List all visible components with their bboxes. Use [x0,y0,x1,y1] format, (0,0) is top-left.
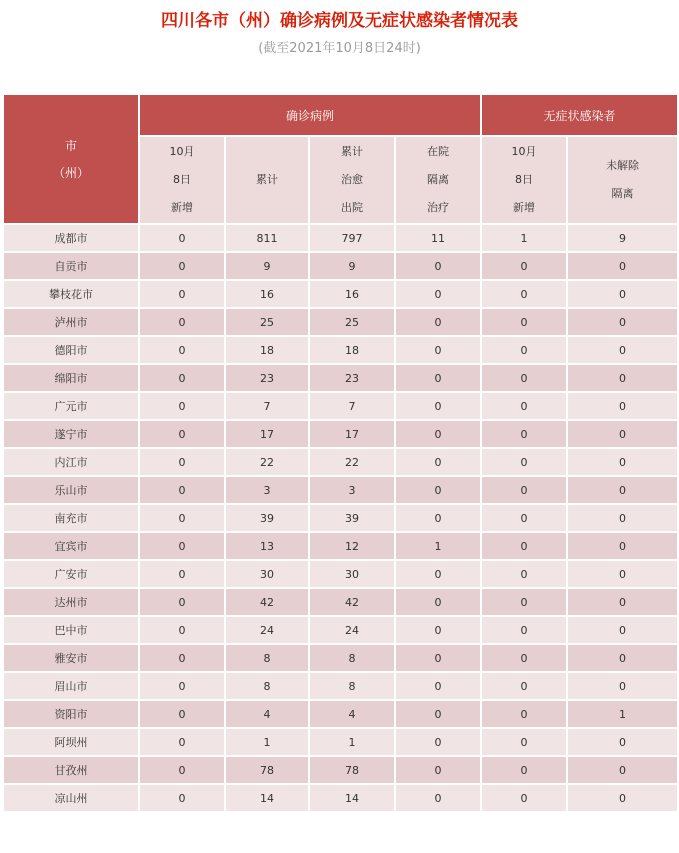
confirmed-in-hospital-cell: 0 [395,336,481,364]
table-row [3,364,678,392]
table-row [3,700,678,728]
confirmed-new-cell: 0 [139,560,225,588]
confirmed-new-cell: 0 [139,728,225,756]
city-cell: 雅安市 [3,644,139,672]
table-row [3,308,678,336]
confirmed-new-cell: 0 [139,476,225,504]
confirmed-discharged-cell: 23 [309,364,395,392]
page-title: 四川各市（州）确诊病例及无症状感染者情况表 [161,11,518,31]
city-cell: 攀枝花市 [3,280,139,308]
header-asym-not-released [567,136,678,224]
header-confirmed-new [139,136,225,224]
confirmed-in-hospital-cell: 0 [395,616,481,644]
header-text: 10月 [511,145,537,158]
asym-not-released-cell: 0 [567,364,678,392]
city-cell: 达州市 [3,588,139,616]
confirmed-discharged-cell: 39 [309,504,395,532]
table-row [3,588,678,616]
confirmed-total-cell: 39 [225,504,309,532]
asym-not-released-cell: 0 [567,672,678,700]
header-text: 治愈 [341,173,363,186]
city-cell: 南充市 [3,504,139,532]
asym-new-cell: 0 [481,252,567,280]
confirmed-in-hospital-cell: 0 [395,308,481,336]
asym-not-released-cell: 0 [567,392,678,420]
asym-not-released-cell: 0 [567,728,678,756]
confirmed-total-cell: 25 [225,308,309,336]
table-row [3,448,678,476]
confirmed-new-cell: 0 [139,448,225,476]
confirmed-total-cell: 1 [225,728,309,756]
header-city [3,94,139,224]
confirmed-total-cell: 13 [225,532,309,560]
confirmed-discharged-cell: 797 [309,224,395,252]
confirmed-discharged-cell: 22 [309,448,395,476]
confirmed-in-hospital-cell: 1 [395,532,481,560]
header-text: 未解除 [606,159,640,172]
confirmed-discharged-cell: 7 [309,392,395,420]
confirmed-total-cell: 78 [225,756,309,784]
header-text: 出院 [341,201,363,214]
table-row [3,420,678,448]
confirmed-total-cell: 14 [225,784,309,812]
table-row [3,532,678,560]
confirmed-discharged-cell: 78 [309,756,395,784]
header-text: 新增 [513,201,536,214]
confirmed-new-cell: 0 [139,616,225,644]
confirmed-total-cell: 22 [225,448,309,476]
confirmed-total-cell: 16 [225,280,309,308]
asym-new-cell: 0 [481,336,567,364]
covid-stats-table [2,93,679,813]
city-cell: 成都市 [3,224,139,252]
city-cell: 阿坝州 [3,728,139,756]
city-cell: 遂宁市 [3,420,139,448]
asym-not-released-cell: 0 [567,504,678,532]
confirmed-discharged-cell: 24 [309,616,395,644]
confirmed-total-cell: 17 [225,420,309,448]
confirmed-total-cell: 3 [225,476,309,504]
confirmed-in-hospital-cell: 0 [395,560,481,588]
table-row [3,392,678,420]
asym-not-released-cell: 0 [567,448,678,476]
confirmed-total-cell: 18 [225,336,309,364]
confirmed-new-cell: 0 [139,532,225,560]
header-text: 10月 [169,145,195,158]
asym-new-cell: 0 [481,392,567,420]
city-cell: 巴中市 [3,616,139,644]
asym-not-released-cell: 0 [567,336,678,364]
header-text: 8日 [173,173,191,186]
header-text: 在院 [427,145,449,158]
header-text: 新增 [171,201,193,214]
confirmed-in-hospital-cell: 0 [395,504,481,532]
asym-new-cell: 0 [481,476,567,504]
confirmed-new-cell: 0 [139,644,225,672]
city-cell: 乐山市 [3,476,139,504]
confirmed-in-hospital-cell: 0 [395,784,481,812]
confirmed-new-cell: 0 [139,672,225,700]
city-cell: 泸州市 [3,308,139,336]
confirmed-in-hospital-cell: 0 [395,672,481,700]
table-row [3,252,678,280]
confirmed-total-cell: 7 [225,392,309,420]
confirmed-discharged-cell: 12 [309,532,395,560]
city-cell: 凉山州 [3,784,139,812]
asym-new-cell: 0 [481,504,567,532]
confirmed-new-cell: 0 [139,504,225,532]
header-confirmed-group: 确诊病例 [139,94,481,136]
asym-not-released-cell: 0 [567,756,678,784]
asym-not-released-cell: 9 [567,224,678,252]
asym-not-released-cell: 0 [567,616,678,644]
confirmed-discharged-cell: 42 [309,588,395,616]
confirmed-new-cell: 0 [139,224,225,252]
confirmed-in-hospital-cell: 0 [395,364,481,392]
confirmed-discharged-cell: 18 [309,336,395,364]
table-row [3,672,678,700]
city-cell: 资阳市 [3,700,139,728]
asym-new-cell: 0 [481,588,567,616]
confirmed-in-hospital-cell: 0 [395,588,481,616]
confirmed-in-hospital-cell: 0 [395,700,481,728]
header-text: 治疗 [427,201,449,214]
asym-new-cell: 0 [481,420,567,448]
header-asymptomatic-group: 无症状感染者 [481,94,678,136]
header-confirmed-discharged [309,136,395,224]
confirmed-new-cell: 0 [139,700,225,728]
confirmed-in-hospital-cell: 0 [395,420,481,448]
asym-new-cell: 0 [481,280,567,308]
table-row [3,644,678,672]
confirmed-new-cell: 0 [139,420,225,448]
asym-not-released-cell: 0 [567,476,678,504]
confirmed-in-hospital-cell: 0 [395,756,481,784]
table-body [3,224,678,812]
city-cell: 自贡市 [3,252,139,280]
header-confirmed-in-hospital [395,136,481,224]
confirmed-total-cell: 4 [225,700,309,728]
confirmed-in-hospital-cell: 11 [395,224,481,252]
table-row [3,280,678,308]
asym-new-cell: 0 [481,448,567,476]
asym-not-released-cell: 0 [567,420,678,448]
confirmed-total-cell: 30 [225,560,309,588]
confirmed-total-cell: 8 [225,672,309,700]
confirmed-discharged-cell: 3 [309,476,395,504]
table-row [3,336,678,364]
confirmed-total-cell: 8 [225,644,309,672]
asym-new-cell: 0 [481,700,567,728]
confirmed-total-cell: 811 [225,224,309,252]
asym-new-cell: 0 [481,560,567,588]
confirmed-new-cell: 0 [139,392,225,420]
confirmed-total-cell: 9 [225,252,309,280]
table-row [3,476,678,504]
asym-new-cell: 0 [481,672,567,700]
confirmed-discharged-cell: 30 [309,560,395,588]
confirmed-discharged-cell: 9 [309,252,395,280]
city-cell: 宜宾市 [3,532,139,560]
page-subtitle: (截至2021年10月8日24时) [258,41,421,56]
confirmed-discharged-cell: 8 [309,672,395,700]
city-cell: 广元市 [3,392,139,420]
table-row [3,504,678,532]
header-text: 隔离 [611,187,634,200]
confirmed-new-cell: 0 [139,756,225,784]
confirmed-discharged-cell: 8 [309,644,395,672]
asym-not-released-cell: 0 [567,532,678,560]
table-row [3,224,678,252]
asym-new-cell: 0 [481,616,567,644]
header-city-line1: 市 [64,139,77,153]
table-row [3,756,678,784]
confirmed-new-cell: 0 [139,280,225,308]
confirmed-total-cell: 42 [225,588,309,616]
confirmed-discharged-cell: 4 [309,700,395,728]
confirmed-discharged-cell: 25 [309,308,395,336]
asym-new-cell: 0 [481,784,567,812]
confirmed-in-hospital-cell: 0 [395,476,481,504]
confirmed-new-cell: 0 [139,364,225,392]
confirmed-in-hospital-cell: 0 [395,448,481,476]
confirmed-discharged-cell: 16 [309,280,395,308]
asym-not-released-cell: 0 [567,308,678,336]
table-row [3,560,678,588]
asym-new-cell: 0 [481,532,567,560]
confirmed-new-cell: 0 [139,336,225,364]
city-cell: 广安市 [3,560,139,588]
asym-new-cell: 0 [481,728,567,756]
confirmed-in-hospital-cell: 0 [395,728,481,756]
header-text: 8日 [515,173,534,186]
header-city-line2: （州） [52,166,89,180]
confirmed-new-cell: 0 [139,308,225,336]
asym-new-cell: 1 [481,224,567,252]
city-cell: 绵阳市 [3,364,139,392]
asym-not-released-cell: 0 [567,588,678,616]
asym-not-released-cell: 0 [567,644,678,672]
asym-new-cell: 0 [481,364,567,392]
table-row [3,616,678,644]
city-cell: 德阳市 [3,336,139,364]
confirmed-new-cell: 0 [139,252,225,280]
confirmed-discharged-cell: 17 [309,420,395,448]
confirmed-new-cell: 0 [139,588,225,616]
confirmed-discharged-cell: 1 [309,728,395,756]
confirmed-in-hospital-cell: 0 [395,252,481,280]
confirmed-total-cell: 23 [225,364,309,392]
header-text: 累计 [341,145,363,158]
confirmed-in-hospital-cell: 0 [395,644,481,672]
asym-not-released-cell: 1 [567,700,678,728]
header-text: 隔离 [427,173,449,186]
confirmed-in-hospital-cell: 0 [395,280,481,308]
asym-not-released-cell: 0 [567,252,678,280]
city-cell: 内江市 [3,448,139,476]
asym-not-released-cell: 0 [567,784,678,812]
confirmed-total-cell: 24 [225,616,309,644]
header-confirmed-total: 累计 [225,136,309,224]
confirmed-discharged-cell: 14 [309,784,395,812]
asym-new-cell: 0 [481,644,567,672]
city-cell: 眉山市 [3,672,139,700]
header-asym-new [481,136,567,224]
confirmed-in-hospital-cell: 0 [395,392,481,420]
table-row [3,728,678,756]
asym-not-released-cell: 0 [567,560,678,588]
confirmed-new-cell: 0 [139,784,225,812]
table-row [3,784,678,812]
asym-new-cell: 0 [481,308,567,336]
asym-not-released-cell: 0 [567,280,678,308]
asym-new-cell: 0 [481,756,567,784]
city-cell: 甘孜州 [3,756,139,784]
